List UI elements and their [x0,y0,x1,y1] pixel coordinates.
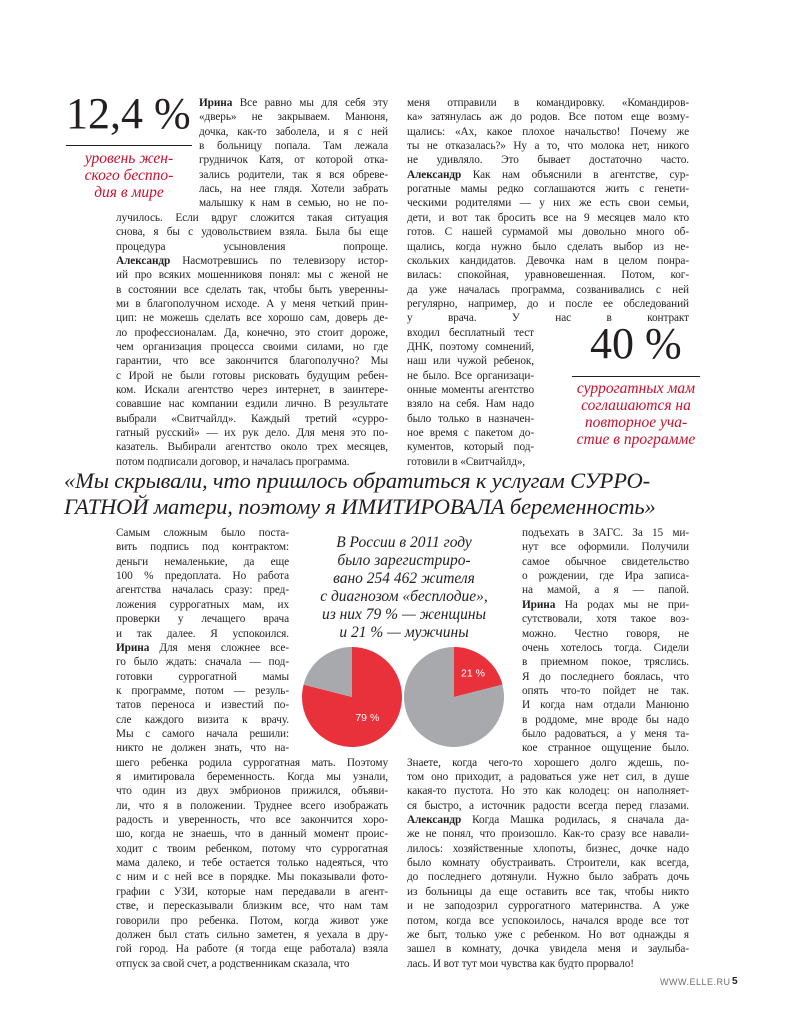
line-text: лилось: хозяйственные хлопоты, бизнес, дочке надо [407,842,689,855]
col1-top-line [199,154,388,166]
col2-bottom-line [522,527,689,539]
line-text: снова, я бы с удовольствием взяла. Была бы еще [116,226,388,239]
line-text: вилась: спокойная, уравновешенная. Потом, ког- [407,269,689,282]
line-text: входил бесплатный тест [407,326,534,339]
col1-top-line [199,126,388,138]
col1-bottom-line [116,613,289,625]
line-text: готов. С нашей сурмамой мы довольно много об- [407,226,689,239]
col1-bottom-line [116,642,289,654]
col1-bottom-line [116,958,388,970]
col1-bottom-line [116,671,289,683]
col1-top-line [116,327,388,339]
line-text: у врача. У нас в контракт [407,312,689,325]
speaker-name: Ирина [522,598,556,611]
col1-top-line [199,140,388,152]
line-text: шего ребенка родила суррогатная мать. Поэтому [116,756,388,769]
line-text: сутствовали, хотя такое воз- [522,613,689,626]
line-text: мама далеко, и тебе остается только надеяться, что [116,857,388,869]
line-text: ми в благополучном исходе. А у меня четкий прин- [116,297,388,310]
line-text: я имитировала беременность. Когда мы узнали, [116,771,388,783]
col2-top-line [407,269,689,281]
col1-top-line [116,413,388,425]
line-text: щались, когда нужно было сделать выбор из не- [407,240,689,253]
line-text: Мы с самого начала решили: [116,727,289,740]
line-text: гой город. На работе (я тогда еще работала) взяла [116,943,388,956]
col1-bottom-line [116,814,388,826]
col1-bottom-line [116,886,388,898]
line-text: гарантии, что все закончится благополучно? Мы [116,355,388,368]
col1-bottom-line [116,771,388,783]
line-text: не удивляло. Это бывает достаточно часто. [407,154,689,167]
line-text: том оно приходит, а радоваться уже нет сил, в душе [407,771,689,783]
col1-bottom-line [116,742,289,754]
col2-bottom-line [522,699,689,711]
pull-quote-line-2: ГАТНОЙ матери, поэтому я ИМИТИРОВАЛА беременность» [64,494,656,519]
col1-bottom-line [116,929,388,941]
col1-top-line [116,427,388,439]
col2-bottom-line [522,714,689,726]
col1-bottom-line [116,714,289,726]
col2-bottom-line [522,642,689,654]
line-text: что один из двух эмбрионов прижился, объяви- [116,785,388,798]
line-text: На родах мы не при- [555,598,689,611]
line-text: на мамой, а я — папой. [522,584,689,597]
col2-bottom-line [407,857,689,869]
line-text: не было. Все организаци- [407,369,534,382]
line-text: процедура усыновления попроще. [116,240,388,253]
line-text: ты не отказалась?» Ну а то, что молока нет, никого [407,140,689,153]
col2-bottom-line [407,828,689,840]
line-text: ложения суррогатных мам, их [116,598,289,611]
col1-bottom-line [116,857,388,869]
col2-top-line [407,398,534,410]
line-text: самое обычное свидетельство [522,555,689,568]
pull-quote-line-1: «Мы скрывали, что пришлось обратиться к услугам СУРРО- [64,468,650,493]
col1-bottom-line [116,785,388,797]
line-text: подъехать в ЗАГС. За 15 ми- [522,527,689,539]
line-text: зашел в комнату, дочка увидела меня и заулыба- [407,943,689,956]
col1-bottom-line [116,685,289,697]
line-text: цип: не можешь сделать все хорошо сам, доверь де- [116,312,388,325]
col2-bottom-line [407,900,689,912]
col1-top-line [116,456,388,468]
col1-top-line [116,255,388,267]
line-text: лучилось. Если вдруг сложится такая ситуация [116,211,388,224]
col1-bottom-line [116,943,388,955]
col2-bottom-line [522,556,689,568]
line-text: в больницу попала. Там лежала [199,140,388,153]
pie-chart-women [300,645,404,749]
col2-bottom-line [522,541,689,553]
line-text: Когда Машка родилась, я сначала да- [461,814,689,826]
line-text: было комнату обустраивать. Строители, как всегда, [407,857,689,869]
col1-top-line [116,341,388,353]
line-text: стве, и пересказывали близким все, что нам там [116,900,388,913]
col1-top-line [116,312,388,324]
col2-bottom-line [522,613,689,625]
pie-data-label: 21 % [461,667,485,680]
col2-top-line [407,298,689,310]
line-text: и не заподозрил суррогатного материнства. А уже [407,900,689,913]
line-text: готовки суррогатной мамы [116,670,289,683]
line-text: лась. И вот тут мои чувства как будто прорвало! [407,957,634,970]
col1-bottom-line [116,628,289,640]
col2-bottom-line [407,958,689,970]
col1-top-line [199,197,388,209]
line-text: Знаете, когда чего-то хорошего долго ждешь, по- [407,756,689,769]
col2-bottom-line [407,771,689,783]
speaker-name: Александр [407,814,462,826]
line-text: о рождении, где Ира записа- [522,570,689,582]
speaker-name: Ирина [199,97,233,109]
col2-top-line [407,226,689,238]
col1-top-line [116,226,388,238]
line-text: агентства началась сразу: пред- [116,584,289,597]
col2-top-line [407,427,534,439]
col2-bottom-line [522,570,689,582]
line-text: отпуск за свой счет, а родственникам сказала, что [116,957,350,970]
col1-bottom-line [116,527,289,539]
line-text: совавшие нас компании ездили лично. В результате [116,398,388,411]
speaker-name: Александр [407,168,462,181]
line-text: выбрали «Свитчайлд». Каждый третий «сурро- [116,412,388,425]
stat-value-surrogates: 40 % [590,319,682,368]
col2-top-line [407,413,534,425]
line-text: И когда нам отдали Манюню [522,699,689,712]
pie-chart-men [402,645,506,749]
col1-top-line [116,370,388,382]
line-text: онные моменты агентство [407,384,534,396]
line-text: в состоянии все сделать так, чтобы быть уверенны- [116,283,388,296]
col1-top-line [116,241,388,253]
stat-divider [572,376,700,377]
col1-bottom-line [116,728,289,740]
col2-top-line [407,341,534,353]
line-text: Самым сложным было поста- [116,527,289,539]
line-text: ло профессионалам. Да, конечно, это стоит дороже, [116,326,388,339]
line-text: чем организация процесса своими силами, но где [116,340,388,353]
pie-data-label: 79 % [355,711,380,724]
col2-bottom-line [407,929,689,941]
line-text: ся быстро, а источник радости всегда перед глазами. [407,799,689,812]
line-text: ли, что я в положении. Труднее всего изображать [116,799,388,812]
col1-bottom-line [116,556,289,568]
line-text: в роддоме, мне вроде бы надо [522,713,689,726]
col1-top-line [199,111,388,123]
col1-bottom-line [116,915,388,927]
line-text: деньги немаленькие, да еще [116,555,289,568]
col1-bottom-line [116,757,388,769]
line-text: Все равно мы для себя эту [232,97,388,109]
col1-bottom-line [116,541,289,553]
line-text: же быт, только уже с ребенком. Но вот однажды я [407,928,689,941]
col2-bottom-line [407,915,689,927]
col1-top-line [116,298,388,310]
line-text: 100 % предоплата. Но работа [116,570,289,582]
col1-top-line [116,398,388,410]
col2-top-line [407,355,534,367]
col2-top-line [407,183,689,195]
speaker-name: Ирина [116,641,150,654]
line-text: с ним и с ней все в порядке. Мы показывали фото- [116,871,388,884]
col2-bottom-line [522,656,689,668]
line-text: да уже началась программа, созванивались с ней [407,283,689,296]
col1-bottom-line [116,699,289,711]
line-text: нут все оформили. Получили [522,541,689,554]
col1-top-line [116,284,388,296]
page-number: 5 [732,976,738,987]
col2-bottom-line [407,785,689,797]
line-text: щались: «Ах, какое плохое начальство! Почему же [407,125,689,138]
line-text: ка» затянулась аж до родов. Все потом еще возму- [407,111,689,124]
col2-top-line [407,312,689,324]
col2-top-line [407,327,534,339]
line-text: кое странное ощущение было. [522,742,689,755]
line-text: Насмотревшись по телевизору истор- [170,254,388,267]
line-text: какая-то пустота. Но это как колодец: он наполняет- [407,785,689,798]
col2-bottom-line [407,800,689,812]
line-text: вить подпись под контрактом: [116,541,289,554]
col1-top-line [199,183,388,195]
line-text: го было ждать: сначала — под- [116,656,289,669]
line-text: радость и уверенность, что все закончится хоро- [116,814,388,826]
col1-top-line [116,441,388,453]
line-text: потом, когда все успокоилось, начался вроде все тот [407,914,689,927]
line-text: никто не должен знать, что на- [116,742,289,755]
col2-top-line [407,169,689,181]
line-text: и так далее. Я успокоился. [116,627,289,640]
line-text: малышку к нам в семью, но не по- [199,197,388,210]
col2-top-line [407,197,689,209]
line-text: ческими родителями — у них же есть свои семьи, [407,197,689,210]
speaker-name: Александр [116,254,171,267]
col2-bottom-line [522,685,689,697]
stat-caption-surrogates: суррогатных мам соглашаются на повторное уча- стие в программе [576,380,696,448]
line-text: шо, когда не знаешь, что в данный момент проис- [116,828,388,841]
line-text: потом подписали договор, и началась программа. [116,455,350,468]
col2-bottom-line [407,843,689,855]
line-text: очень хотелось тогда. Сидели [522,641,689,654]
line-text: наш или чужой ребенок, [407,355,534,368]
line-text: из больницы да еще оставить все так, чтобы никто [407,885,689,898]
infertility-infobox: В России в 2011 году было зарегистриро- вано 254 462 жителя с диагнозом «бесплодие», из них 79 % — женщины и 21 % — мужчины [320,534,488,641]
line-text: дочка, как-то заболела, и я с ней [199,125,388,138]
line-text: готовили в «Свитчайлд», [407,455,526,468]
line-text: скольких кандидатов. Девочка нам в целом понра- [407,254,689,267]
col2-top-line [407,126,689,138]
col1-bottom-line [116,900,388,912]
line-text: ное время с пакетом до- [407,427,534,440]
line-text: говорили про ребенка. Потом, когда живот уже [116,914,388,927]
line-text: кументов, который под- [407,441,534,454]
line-text: Как нам объяснили в агентстве, сур- [461,168,689,181]
col1-bottom-line [116,656,289,668]
line-text: взяло на себя. Нам надо [407,398,534,411]
line-text: сле каждого визита к врачу. [116,713,289,726]
col2-bottom-line [407,886,689,898]
col2-top-line [407,384,534,396]
line-text: грудничок Катя, от которой отка- [199,154,388,167]
line-text: регулярно, например, до и после ее обследований [407,297,689,310]
col1-top-line [116,269,388,281]
line-text: было радоваться, а у меня та- [522,727,689,740]
line-text: к программе, потом — резуль- [116,684,289,697]
col1-top-line [199,169,388,181]
stat-caption-infertility: уровень жен- ского бесппо- дия в мире [84,150,174,201]
col2-top-line [407,154,689,166]
line-text: должен был стать сильно заметен, я уехала в дру- [116,928,388,941]
col1-top-line [116,384,388,396]
line-text: с Ирой не были готовы рисковать будущим ребен- [116,369,388,382]
col2-top-line [407,97,689,109]
line-text: графии с УЗИ, которые нам передавали в агент- [116,885,388,898]
line-text: меня отправили в командировку. «Командиров- [407,97,689,109]
col1-bottom-line [116,570,289,582]
line-text: же не понял, что произошло. Как-то сразу все навали- [407,828,689,841]
line-text: казатель. Выбирали агентство около трех месяцев, [116,441,388,454]
col1-top-line [116,212,388,224]
col2-bottom-line [407,943,689,955]
col1-bottom-line [116,871,388,883]
line-text: до последнего дотянули. Нужно было забрать дочь [407,871,689,884]
col1-top-line [116,355,388,367]
col2-top-line [407,111,689,123]
col2-top-line [407,241,689,253]
line-text: рогатные мамы редко соглашаются жить с генети- [407,183,689,196]
col2-top-line [407,441,534,453]
line-text: опять что-то пойдет не так. [522,684,689,697]
line-text: было только в назначен- [407,412,534,425]
col2-bottom-line [407,871,689,883]
col2-top-line [407,140,689,152]
col2-top-line [407,456,534,468]
line-text: в приемном покое, тряслись. [522,656,689,669]
col2-bottom-line [522,671,689,683]
line-text: Для меня сложнее все- [149,641,289,654]
line-text: гатный русский» — их рук дело. Для меня это по- [116,427,388,440]
line-text: ходит с твоим ребенком, потому что суррогатная [116,842,388,855]
col2-top-line [407,255,689,267]
col2-top-line [407,212,689,224]
line-text: зались родители, так я вся обреве- [199,168,388,181]
col2-bottom-line [522,628,689,640]
col2-top-line [407,284,689,296]
col2-bottom-line [522,584,689,596]
col2-bottom-line [522,599,689,611]
line-text: «дверь» не закрываем. Манюня, [199,111,388,124]
col2-top-line [407,370,534,382]
col1-bottom-line [116,599,289,611]
col1-top-line [199,97,388,109]
line-text: татов переноса и известий по- [116,699,289,712]
col2-bottom-line [407,757,689,769]
line-text: ДНК, поэтому сомнений, [407,340,534,353]
line-text: можно. Честно говоря, не [522,627,689,640]
col2-bottom-line [522,742,689,754]
footer-site: WWW.ELLE.RU [660,977,731,987]
stat-divider [66,145,192,146]
col2-bottom-line [407,814,689,826]
line-text: дети, и вот так бросить все на 9 месяцев мало кто [407,211,689,224]
line-text: ий про всяких мошенниковя понял: мы с женой не [116,269,388,282]
col2-bottom-line [522,728,689,740]
line-text: Я до последнего боялась, что [522,670,689,683]
line-text: ком. Искали агентство через интернет, в заинтере- [116,384,388,396]
col1-bottom-line [116,843,388,855]
col1-bottom-line [116,828,388,840]
col1-bottom-line [116,584,289,596]
stat-value-infertility: 12,4 % [66,89,191,138]
col1-bottom-line [116,800,388,812]
line-text: лась, на нее глядя. Хотели забрать [199,183,388,196]
line-text: проверки у лечащего врача [116,613,289,626]
